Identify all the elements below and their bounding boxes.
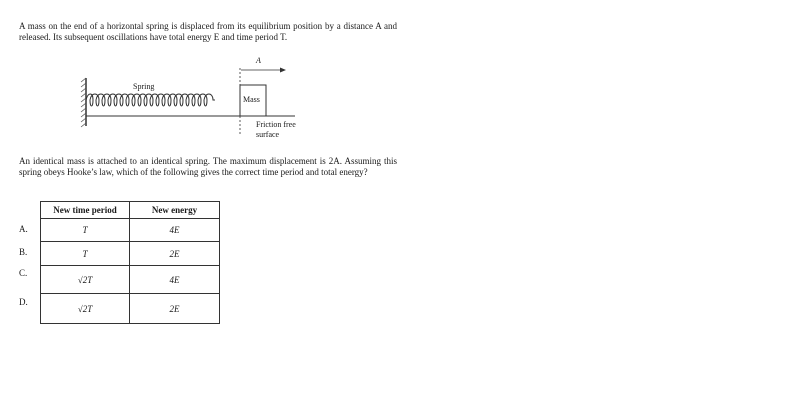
option-letter-a: A. — [19, 224, 28, 234]
question-intro: A mass on the end of a horizontal spring is displaced from its equilibrium position by a distance A and released. Its subsequent oscillations have total energy E and time period T. — [19, 21, 397, 42]
option-b-period: T — [41, 242, 130, 266]
option-letter-c: C. — [19, 268, 28, 278]
question-followup: An identical mass is attached to an identical spring. The maximum displacement is 2A. Assuming this spring obeys Hooke’s law, which of the following gives the correct time period and total energy? — [19, 156, 397, 177]
option-letter-d: D. — [19, 297, 28, 307]
option-a-energy: 4E — [130, 219, 220, 242]
table-header-row — [41, 202, 220, 219]
header-energy: New energy — [130, 202, 220, 219]
spring-mass-diagram — [60, 50, 320, 155]
option-c-energy: 4E — [130, 266, 220, 294]
mass-label: Mass — [243, 95, 260, 104]
header-time-period: New time period — [41, 202, 130, 219]
arrow-head — [280, 68, 286, 73]
spring-coil — [86, 94, 215, 106]
table-row — [41, 219, 220, 242]
spring-label: Spring — [133, 82, 155, 91]
option-d-energy: 2E — [130, 294, 220, 324]
option-d-period: √2T — [41, 294, 130, 324]
surface-label: Friction free surface — [256, 120, 296, 139]
option-a-period: T — [41, 219, 130, 242]
table-row — [41, 242, 220, 266]
answer-options-table — [40, 201, 220, 324]
table-row — [41, 266, 220, 294]
option-c-period: √2T — [41, 266, 130, 294]
table-row — [41, 294, 220, 324]
displacement-label: A — [256, 56, 261, 65]
option-letter-b: B. — [19, 247, 28, 257]
option-b-energy: 2E — [130, 242, 220, 266]
